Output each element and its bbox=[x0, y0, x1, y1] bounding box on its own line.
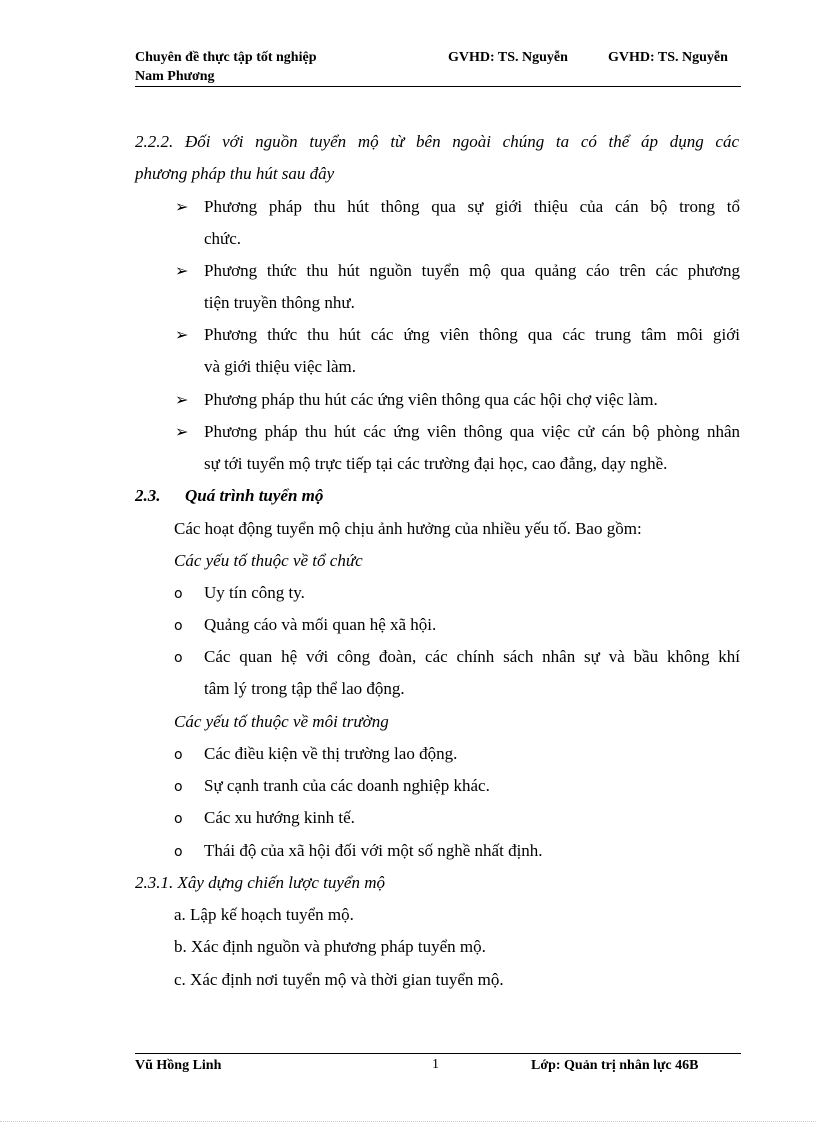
list-item-cont: tiện truyền thông như. bbox=[204, 293, 355, 312]
list-item: a. Lập kế hoạch tuyển mộ. bbox=[174, 905, 354, 924]
list-item: b. Xác định nguồn và phương pháp tuyển mộ. bbox=[174, 937, 486, 956]
bullet-circle-icon: o bbox=[174, 779, 183, 795]
list-item: Sự cạnh tranh của các doanh nghiệp khác. bbox=[204, 776, 490, 795]
header-gvhd-1: GVHD: TS. Nguyễn bbox=[448, 50, 568, 65]
list-item-cont: sự tới tuyển mộ trực tiếp tại các trường đại học, cao đẳng, dạy nghề. bbox=[204, 454, 668, 473]
env-factors-heading: Các yếu tố thuộc về môi trường bbox=[174, 712, 389, 731]
header-title: Chuyên đề thực tập tốt nghiệp bbox=[135, 50, 317, 65]
page-number: 1 bbox=[432, 1057, 439, 1072]
bullet-arrow-icon: ➢ bbox=[175, 392, 189, 409]
section-222-line2: phương pháp thu hút sau đây bbox=[135, 164, 335, 183]
bullet-circle-icon: o bbox=[174, 811, 183, 827]
bullet-circle-icon: o bbox=[174, 844, 183, 860]
list-item: Phương pháp thu hút các ứng viên thông qua các hội chợ việc làm. bbox=[204, 390, 658, 409]
section-231-heading: 2.3.1. Xây dựng chiến lược tuyển mộ bbox=[135, 873, 385, 892]
section-222-line1: 2.2.2. Đối với nguồn tuyển mộ từ bên ngoài chúng ta có thể áp dụng các bbox=[135, 132, 739, 151]
list-item: Thái độ của xã hội đối với một số nghề nhất định. bbox=[204, 841, 543, 860]
list-item: Phương thức thu hút nguồn tuyển mộ qua quảng cáo trên các phương bbox=[204, 261, 740, 280]
list-item-cont: tâm lý trong tập thể lao động. bbox=[204, 679, 405, 698]
bullet-circle-icon: o bbox=[174, 618, 183, 634]
list-item: Phương pháp thu hút các ứng viên thông qua việc cử cán bộ phòng nhân bbox=[204, 422, 740, 441]
bullet-arrow-icon: ➢ bbox=[175, 327, 189, 344]
header-author-name: Nam Phương bbox=[135, 69, 215, 84]
header-gvhd-2: GVHD: TS. Nguyễn bbox=[608, 50, 728, 65]
list-item-cont: chức. bbox=[204, 229, 242, 248]
org-factors-heading: Các yếu tố thuộc về tổ chức bbox=[174, 551, 363, 570]
footer-rule bbox=[135, 1053, 741, 1054]
bullet-arrow-icon: ➢ bbox=[175, 199, 189, 216]
footer-author: Vũ Hồng Linh bbox=[135, 1058, 222, 1073]
bullet-arrow-icon: ➢ bbox=[175, 263, 189, 280]
page-bottom-border bbox=[0, 1121, 816, 1122]
section-23-title: Quá trình tuyển mộ bbox=[185, 486, 324, 505]
bullet-circle-icon: o bbox=[174, 747, 183, 763]
bullet-circle-icon: o bbox=[174, 650, 183, 666]
list-item-cont: và giới thiệu việc làm. bbox=[204, 357, 357, 376]
section-23-number: 2.3. bbox=[135, 486, 161, 505]
header-rule bbox=[135, 86, 741, 87]
list-item: Các xu hướng kinh tế. bbox=[204, 808, 355, 827]
list-item: c. Xác định nơi tuyển mộ và thời gian tuyển mộ. bbox=[174, 970, 504, 989]
list-item: Uy tín công ty. bbox=[204, 583, 305, 602]
list-item: Phương thức thu hút các ứng viên thông qua các trung tâm môi giới bbox=[204, 325, 740, 344]
list-item: Các điều kiện về thị trường lao động. bbox=[204, 744, 458, 763]
bullet-circle-icon: o bbox=[174, 586, 183, 602]
list-item: Các quan hệ với công đoàn, các chính sách nhân sự và bầu không khí bbox=[204, 647, 740, 666]
list-item: Phương pháp thu hút thông qua sự giới thiệu của cán bộ trong tổ bbox=[204, 197, 740, 216]
list-item: Quảng cáo và mối quan hệ xã hội. bbox=[204, 615, 437, 634]
footer-class: Lớp: Quản trị nhân lực 46B bbox=[531, 1058, 699, 1073]
bullet-arrow-icon: ➢ bbox=[175, 424, 189, 441]
section-23-intro: Các hoạt động tuyển mộ chịu ảnh hưởng của nhiều yếu tố. Bao gồm: bbox=[174, 519, 642, 538]
